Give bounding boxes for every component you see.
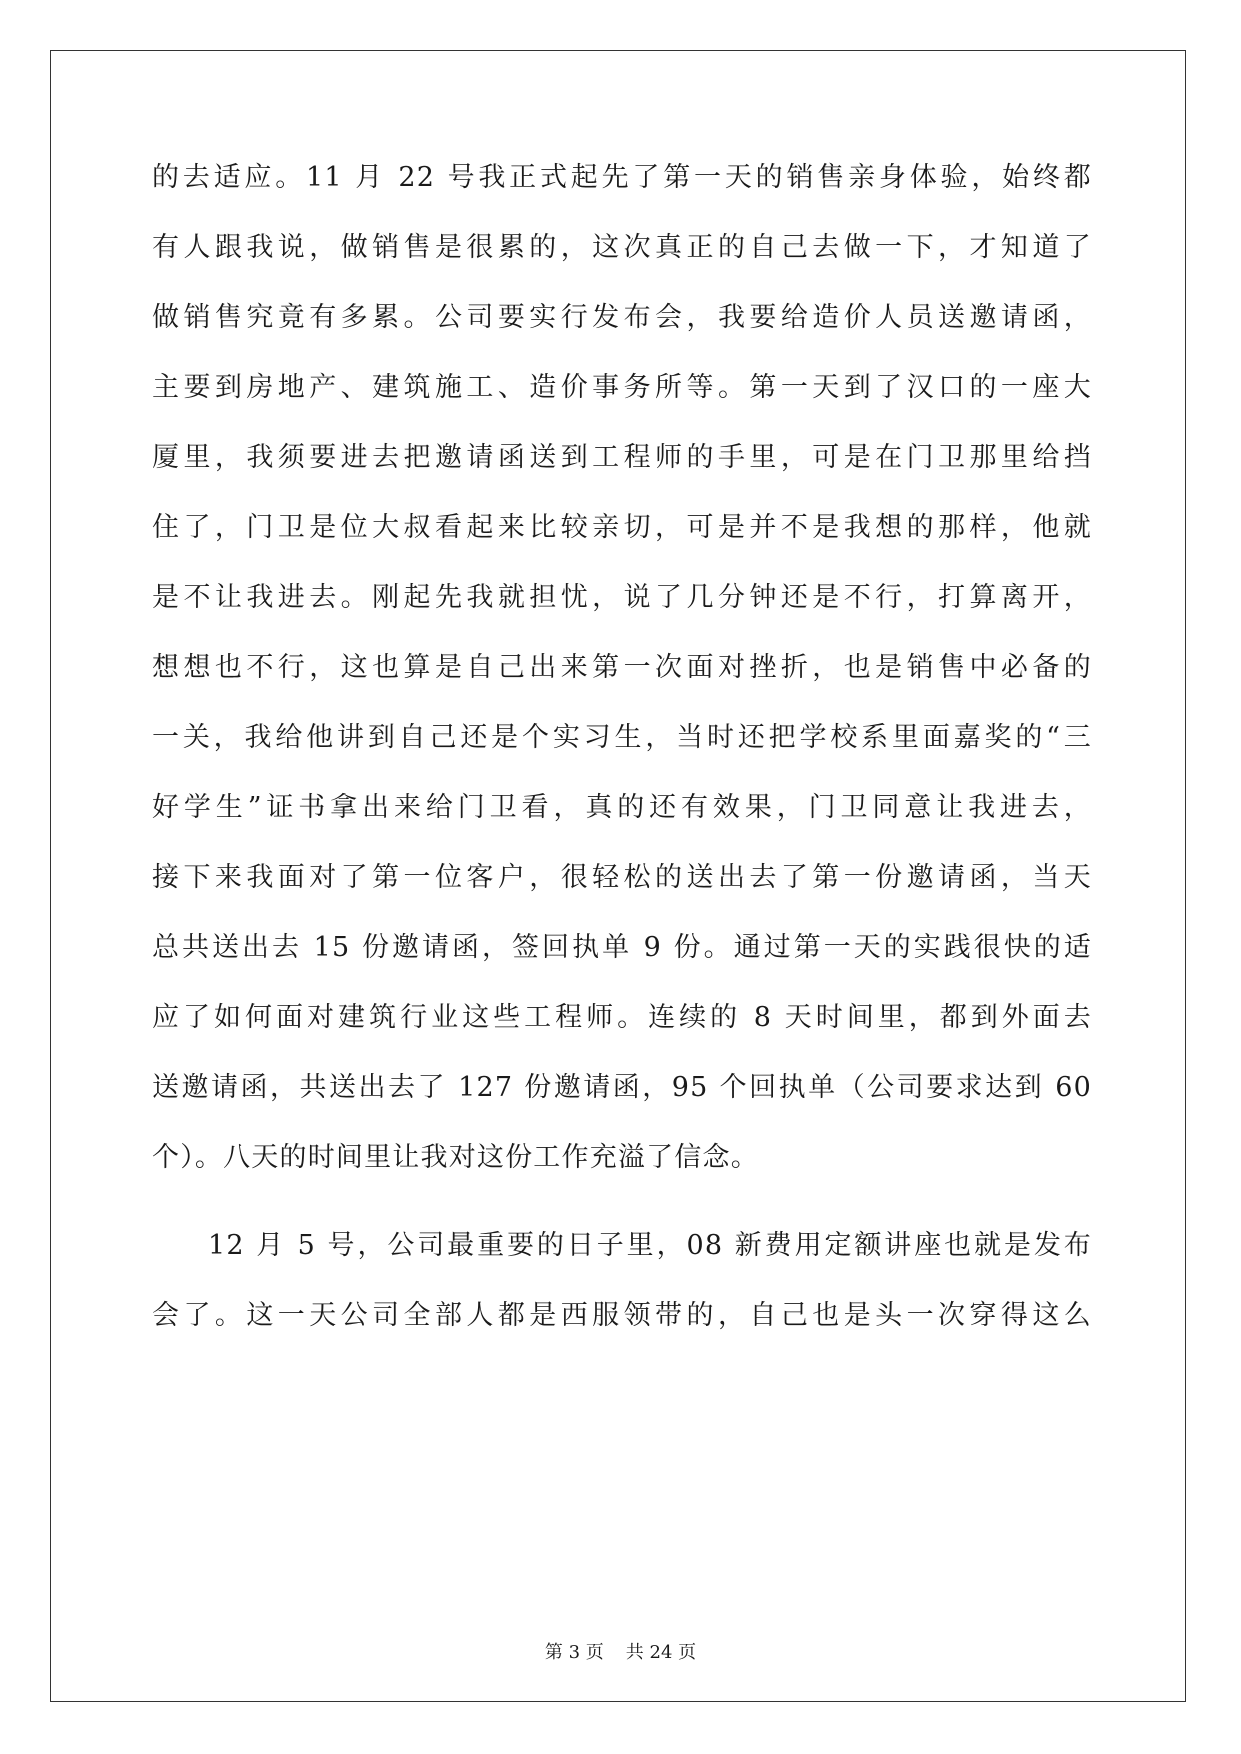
paragraph-line: 送邀请函，共送出去了 127 份邀请函，95 个回执单（公司要求达到 60 (152, 1072, 1092, 1103)
paragraph-line: 的去适应。11 月 22 号我正式起先了第一天的销售亲身体验，始终都 (152, 162, 1092, 193)
paragraph-line: 主要到房地产、建筑施工、造价事务所等。第一天到了汉口的一座大 (152, 372, 1092, 403)
paragraph-line: 厦里，我须要进去把邀请函送到工程师的手里，可是在门卫那里给挡 (152, 442, 1092, 473)
paragraph-line: 好学生”证书拿出来给门卫看，真的还有效果，门卫同意让我进去， (152, 792, 1092, 823)
paragraph-last-line: 个）。八天的时间里让我对这份工作充溢了信念。 (152, 1142, 759, 1173)
page-number: 第 3 页 (544, 1642, 604, 1663)
paragraph-line: 总共送出去 15 份邀请函，签回执单 9 份。通过第一天的实践很快的适 (152, 932, 1092, 963)
paragraph-first-line: 12 月 5 号，公司最重要的日子里，08 新费用定额讲座也就是发布 (208, 1230, 1092, 1261)
page-total: 共 24 页 (625, 1642, 697, 1663)
document-body (152, 162, 1092, 1370)
paragraph-line: 应了如何面对建筑行业这些工程师。连续的 8 天时间里，都到外面去 (152, 1002, 1092, 1033)
paragraph-line: 有人跟我说，做销售是很累的，这次真正的自己去做一下，才知道了 (152, 232, 1092, 263)
paragraph-line: 是不让我进去。刚起先我就担忧，说了几分钟还是不行，打算离开， (152, 582, 1092, 613)
paragraph-line: 一关，我给他讲到自己还是个实习生，当时还把学校系里面嘉奖的“三 (152, 722, 1092, 753)
page-footer (0, 1638, 1241, 1664)
paragraph-line: 住了，门卫是位大叔看起来比较亲切，可是并不是我想的那样，他就 (152, 512, 1092, 543)
paragraph-line: 做销售究竟有多累。公司要实行发布会，我要给造价人员送邀请函， (152, 302, 1092, 333)
paragraph-line: 接下来我面对了第一位客户，很轻松的送出去了第一份邀请函，当天 (152, 862, 1092, 893)
paragraph-line: 会了。这一天公司全部人都是西服领带的，自己也是头一次穿得这么 (152, 1300, 1092, 1331)
paragraph-line: 想想也不行，这也算是自己出来第一次面对挫折，也是销售中必备的 (152, 652, 1092, 683)
